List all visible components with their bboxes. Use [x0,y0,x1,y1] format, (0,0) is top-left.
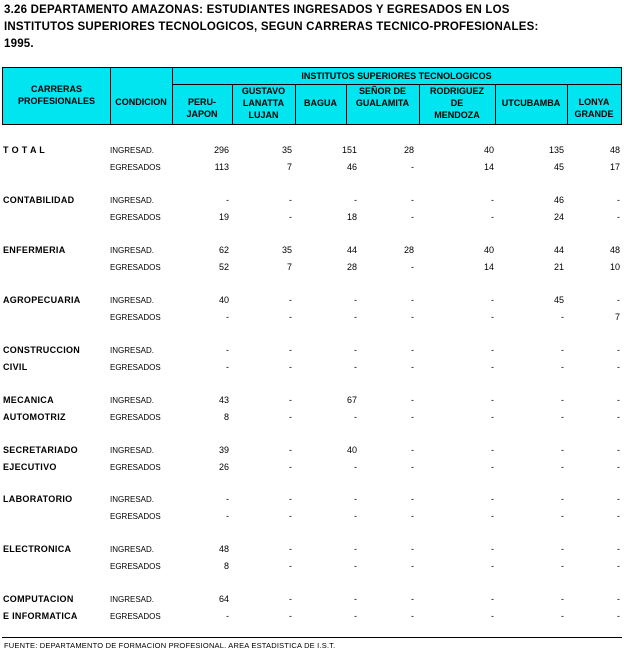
table-cell: - [617,511,620,521]
table-cell: - [226,312,229,322]
condition-egresados: EGRESADOS [110,562,161,571]
condition-egresados: EGRESADOS [110,263,161,272]
table-cell: - [491,412,494,422]
table-cell: - [289,611,292,621]
table-cell: - [289,511,292,521]
condition-egresados: EGRESADOS [110,612,161,621]
table-cell: - [226,511,229,521]
table-cell: 52 [218,262,229,272]
table-cell: 17 [609,162,620,172]
table-cell: - [411,162,414,172]
table-cell: - [491,611,494,621]
header-lonya-grande: LONYA GRANDE [574,97,614,119]
condition-ingresados: INGRESAD. [110,346,155,355]
table-cell: - [354,412,357,422]
table-cell: - [491,362,494,372]
table-cell: - [289,295,292,305]
table-cell: - [354,494,357,504]
table-cell: 43 [218,395,229,405]
table-cell: 40 [483,145,494,155]
career-label: CONTABILIDAD [3,195,75,205]
table-cell: - [289,345,292,355]
condition-ingresados: INGRESAD. [110,595,155,604]
condition-ingresados: INGRESAD. [110,446,155,455]
table-cell: - [289,412,292,422]
table-cell: - [411,594,414,604]
career-label: AUTOMOTRIZ [3,412,66,422]
table-cell: - [354,362,357,372]
table-cell: 48 [609,145,620,155]
title-line-1: 3.26 DEPARTAMENTO AMAZONAS: ESTUDIANTES INGRESADOS Y EGRESADOS EN LOS [4,4,510,16]
table-cell: - [289,494,292,504]
table-cell: - [561,462,564,472]
table-cell: - [354,561,357,571]
table-cell: - [289,544,292,554]
table-cell: - [289,462,292,472]
table-cell: - [226,345,229,355]
table-cell: 8 [223,561,229,571]
table-cell: - [226,362,229,372]
table-cell: - [354,345,357,355]
career-label: MECANICA [3,395,54,405]
condition-ingresados: INGRESAD. [110,196,155,205]
table-cell: - [491,494,494,504]
header-bagua: BAGUA [304,98,337,108]
table-cell: - [411,462,414,472]
table-cell: - [411,412,414,422]
table-cell: 40 [218,295,229,305]
header-utcubamba: UTCUBAMBA [501,98,561,108]
career-label: CIVIL [3,362,28,372]
header-condition: CONDICION [115,97,167,107]
table-cell: 135 [548,145,564,155]
header-peru-japon: PERU- JAPON [186,97,218,119]
table-cell: - [411,262,414,272]
page-title [4,2,620,53]
table-cell: - [617,195,620,205]
table-cell: - [411,362,414,372]
table-cell: - [561,544,564,554]
table-cell: - [226,494,229,504]
table-cell: - [561,594,564,604]
condition-egresados: EGRESADOS [110,213,161,222]
table-cell: 46 [346,162,357,172]
table-cell: 46 [553,195,564,205]
table-cell: - [617,462,620,472]
career-label: ENFERMERIA [3,245,66,255]
title-line-2: INSTITUTOS SUPERIORES TECNOLOGICOS, SEGUN CARRERAS TECNICO-PROFESIONALES: [4,21,539,33]
table-cell: - [491,295,494,305]
table-cell: - [561,395,564,405]
table-cell: 64 [218,594,229,604]
table-cell: - [354,462,357,472]
table-cell: - [561,611,564,621]
table-cell: 44 [346,245,357,255]
table-cell: 45 [553,162,564,172]
footer-divider [2,637,622,638]
table-cell: - [561,362,564,372]
table-cell: - [561,412,564,422]
header-senor-de-gualamita: SEÑOR DE GUALAMITA [355,86,410,108]
table-cell: - [354,312,357,322]
table-cell: 35 [281,245,292,255]
table-cell: - [561,561,564,571]
table-cell: - [411,544,414,554]
table-cell: - [617,445,620,455]
table-cell: - [617,395,620,405]
header-gustavo-lanatta-lujan: GUSTAVO LANATTA LUJAN [241,86,286,120]
table-cell: - [491,561,494,571]
condition-ingresados: INGRESAD. [110,296,155,305]
header-rodriguez-de-mendoza: RODRIGUEZ DE MENDOZA [430,86,484,120]
table-cell: 28 [403,245,414,255]
table-cell: - [491,312,494,322]
table-cell: 40 [346,445,357,455]
table-cell: 35 [281,145,292,155]
table-cell: 7 [286,162,292,172]
table-cell: 21 [553,262,564,272]
table-cell: - [411,212,414,222]
table-cell: - [411,345,414,355]
table-cell: - [617,561,620,571]
table-cell: - [411,611,414,621]
table-header [2,67,622,125]
table-cell: - [617,611,620,621]
table-cell: - [617,345,620,355]
table-cell: - [491,594,494,604]
condition-ingresados: INGRESAD. [110,246,155,255]
table-cell: - [354,511,357,521]
table-cell: 39 [218,445,229,455]
table-cell: - [617,494,620,504]
table-cell: - [289,445,292,455]
table-cell: - [561,445,564,455]
table-cell: 44 [553,245,564,255]
table-cell: - [289,594,292,604]
table-cell: - [411,511,414,521]
table-cell: - [411,494,414,504]
table-cell: - [354,544,357,554]
table-cell: 151 [341,145,357,155]
table-cell: 62 [218,245,229,255]
table-cell: - [411,395,414,405]
table-cell: - [561,312,564,322]
table-cell: - [491,445,494,455]
table-cell: - [617,412,620,422]
table-cell: - [491,544,494,554]
table-cell: - [354,295,357,305]
table-cell: - [491,395,494,405]
table-cell: - [617,544,620,554]
career-label: ELECTRONICA [3,544,72,554]
career-label: E INFORMATICA [3,611,78,621]
header-institutes-group: INSTITUTOS SUPERIORES TECNOLOGICOS [301,71,492,81]
career-label: EJECUTIVO [3,462,57,472]
career-label: SECRETARIADO [3,445,78,455]
table-cell: - [226,195,229,205]
title-line-3: 1995. [4,38,34,50]
table-cell: - [411,295,414,305]
table-cell: - [354,594,357,604]
table-cell: 7 [614,312,620,322]
table-cell: 296 [213,145,229,155]
table-cell: - [354,195,357,205]
table-cell: - [411,445,414,455]
table-cell: 14 [483,162,494,172]
career-label: COMPUTACION [3,594,74,604]
table-cell: - [491,462,494,472]
table-cell: - [289,362,292,372]
condition-egresados: EGRESADOS [110,363,161,372]
table-cell: - [226,611,229,621]
table-cell: 113 [214,162,229,172]
source-footnote: FUENTE: DEPARTAMENTO DE FORMACION PROFESIONAL. AREA ESTADISTICA DE I.S.T. [4,641,336,650]
table-cell: - [289,312,292,322]
table-cell: - [491,345,494,355]
condition-ingresados: INGRESAD. [110,545,155,554]
header-careers: CARRERAS PROFESIONALES [17,84,95,106]
career-label: CONSTRUCCION [3,345,81,355]
table-cell: - [617,594,620,604]
table-cell: - [289,195,292,205]
table-cell: 45 [553,295,564,305]
table-cell: 8 [223,412,229,422]
table-cell: - [617,295,620,305]
table-cell: - [491,212,494,222]
table-cell: - [411,312,414,322]
career-label: AGROPECUARIA [3,295,81,305]
condition-ingresados: INGRESAD. [110,495,155,504]
table-cell: - [617,362,620,372]
table-cell: - [289,395,292,405]
table-cell: - [289,561,292,571]
table-cell: 48 [218,544,229,554]
table-cell: 28 [346,262,357,272]
table-cell: 7 [286,262,292,272]
career-label: T O T A L [3,145,46,155]
table-cell: - [561,345,564,355]
table-cell: 40 [483,245,494,255]
table-cell: 28 [403,145,414,155]
table-cell: 10 [609,262,620,272]
table-cell: - [491,511,494,521]
table-cell: 67 [346,395,357,405]
table-cell: - [561,494,564,504]
condition-egresados: EGRESADOS [110,163,161,172]
table-cell: 48 [609,245,620,255]
table-cell: - [411,195,414,205]
table-cell: - [354,611,357,621]
table-cell: - [491,195,494,205]
condition-egresados: EGRESADOS [110,463,161,472]
table-cell: - [289,212,292,222]
career-label: LABORATORIO [3,494,73,504]
table-cell: 18 [346,212,357,222]
condition-egresados: EGRESADOS [110,313,161,322]
condition-egresados: EGRESADOS [110,413,161,422]
condition-ingresados: INGRESAD. [110,146,155,155]
table-cell: 24 [553,212,564,222]
table-cell: 26 [218,462,229,472]
table-cell: 19 [218,212,229,222]
condition-egresados: EGRESADOS [110,512,161,521]
table-cell: 14 [483,262,494,272]
condition-ingresados: INGRESAD. [110,396,155,405]
table-cell: - [561,511,564,521]
table-cell: - [617,212,620,222]
table-cell: - [411,561,414,571]
